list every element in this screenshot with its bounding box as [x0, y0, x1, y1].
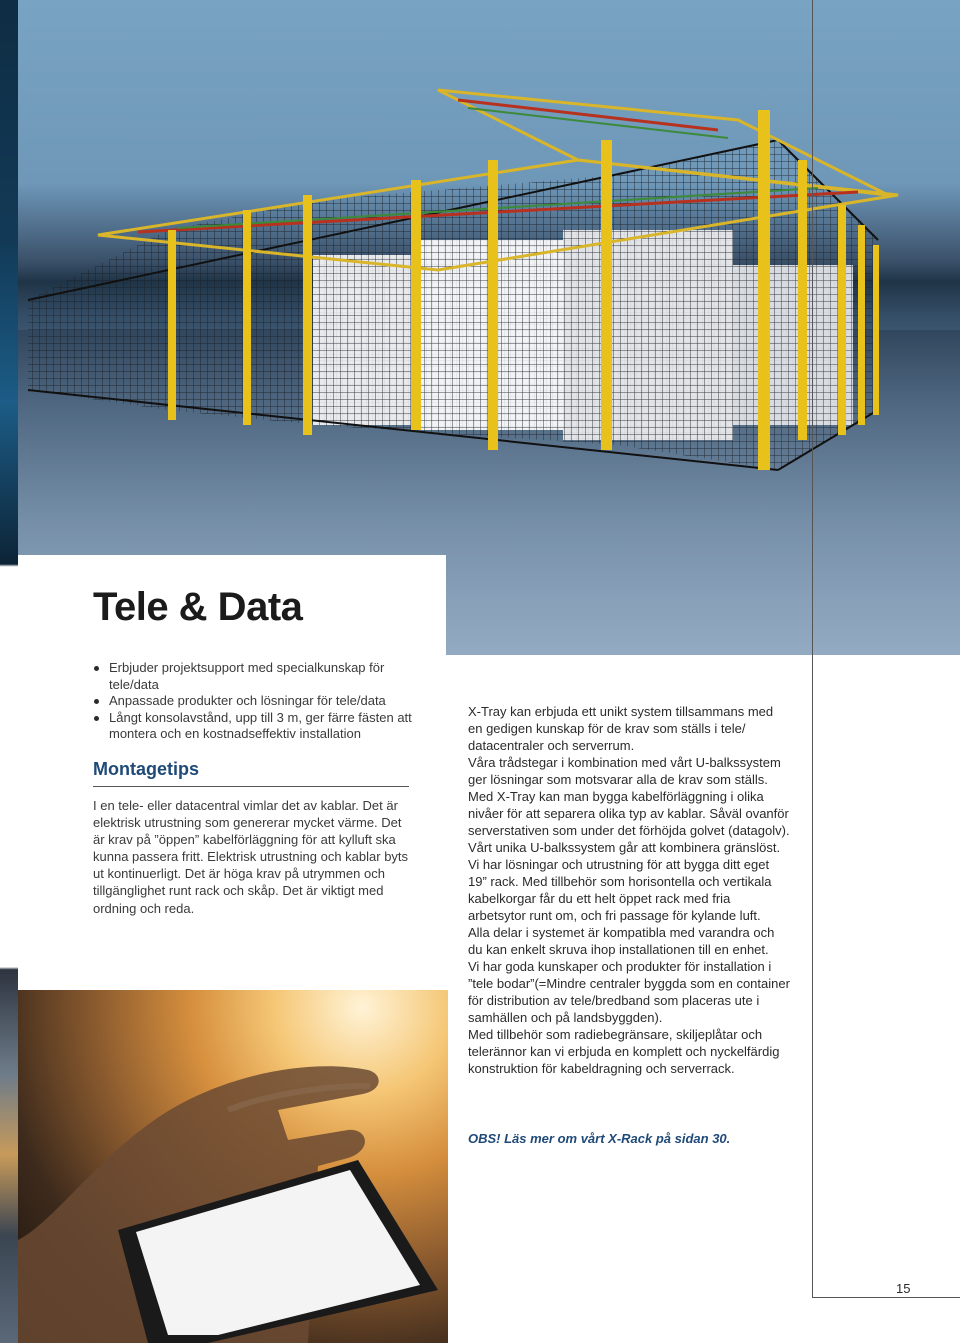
obs-note: OBS! Läs mer om vårt X-Rack på sidan 30. — [468, 1131, 731, 1146]
paragraph: Med tillbehör som radiebegränsare, skiljeplåtar och telerännor kan vi erbjuda en komplett och nyckelfärdig konstruktion för kabeldragning och serverrack. — [468, 1027, 780, 1076]
margin-rule-vertical — [812, 0, 813, 1298]
photo-hand-holding-phone — [18, 990, 448, 1343]
feature-item: Erbjuder projektsupport med specialkunskap för tele/data — [93, 660, 413, 693]
section-heading-montagetips: Montagetips — [93, 759, 409, 787]
page-number: 15 — [896, 1281, 911, 1296]
paragraph: Med X-Tray kan man bygga kabelförläggning i olika nivåer för att separera olika typ av kablar. Såväl ovanför serverstativen som under det förhöjda golvet (datagolv). — [468, 789, 790, 838]
feature-list — [93, 660, 413, 743]
paragraph: Vårt unika U-balkssystem går att kombinera gränslöst. — [468, 840, 781, 855]
page-title: Tele & Data — [93, 585, 303, 629]
paragraph: X-Tray kan erbjuda ett unikt system tillsammans med en gedigen kunskap för de krav som ställs i tele/ datacentraler och serverrum. — [468, 704, 774, 753]
margin-rule-horizontal — [812, 1297, 960, 1298]
right-column-text — [468, 703, 790, 1077]
paragraph: Alla delar i systemet är kompatibla med varandra och du kan enkelt skruva ihop installationen till en enhet. — [468, 925, 775, 957]
paragraph: Vi har lösningar och utrustning för att bygga ditt eget 19” rack. Med tillbehör som horisontella och vertikala kabelkorgar får du ett helt öppet rack med fria arbetsytor runt om, och fri passage för kylande luft. — [468, 857, 772, 923]
paragraph: Våra trådstegar i kombination med vårt U-balkssystem ger lösningar som motsvarar alla de krav som ställs. — [468, 755, 781, 787]
edge-photo-strip — [0, 0, 18, 1343]
paragraph: Vi har goda kunskaper och produkter för installation i ”tele bodar”(=Mindre centraler byggda som en container för distribution av tele/bredband som placeras ute i samhällen och på landsbyggden). — [468, 959, 790, 1025]
montagetips-paragraph: I en tele- eller datacentral vimlar det av kablar. Det är elektrisk utrustning som genererar mycket värme. Det är krav på ”öppen” kabelförläggning för att kylluft ska kunna passera fritt. Elektrisk utrustning och kablar byts ut kontinuerligt. Det är höga krav på utrymmen och tillgänglighet runt rack och skåp. Det är viktigt med ordning och reda. — [93, 798, 409, 916]
feature-item: Anpassade produkter och lösningar för tele/data — [93, 693, 413, 710]
feature-item: Långt konsolavstånd, upp till 3 m, ger färre fästen att montera och en kostnadseffektiv installation — [93, 710, 413, 743]
